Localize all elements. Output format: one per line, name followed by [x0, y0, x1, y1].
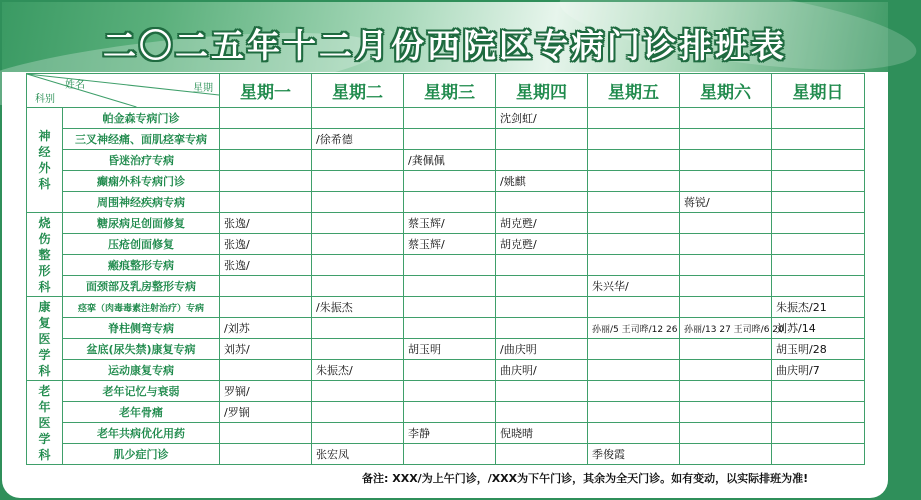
schedule-cell: 李静: [404, 423, 496, 444]
schedule-cell: [680, 402, 772, 423]
clinic-name-cell: 压疮创面修复: [63, 234, 220, 255]
schedule-cell: [220, 150, 312, 171]
schedule-cell: [312, 150, 404, 171]
schedule-cell: 倪晓晴: [496, 423, 588, 444]
schedule-cell: [496, 318, 588, 339]
schedule-cell: 蒋锐/: [680, 192, 772, 213]
department-cell: [27, 213, 63, 297]
schedule-cell: 孙丽/13 27 王司晔/6 20: [680, 318, 772, 339]
schedule-cell: [496, 444, 588, 465]
schedule-cell: [496, 192, 588, 213]
schedule-cell: [404, 171, 496, 192]
schedule-cell: [496, 297, 588, 318]
schedule-table: [26, 73, 865, 465]
schedule-cell: [772, 108, 865, 129]
clinic-name-cell: 三叉神经痛、面肌痉挛专病: [63, 129, 220, 150]
schedule-cell: [588, 213, 680, 234]
schedule-cell: [404, 255, 496, 276]
clinic-name-cell: 运动康复专病: [63, 360, 220, 381]
table-row: [27, 129, 865, 150]
schedule-cell: 张宏凤: [312, 444, 404, 465]
clinic-name-cell: 脊柱侧弯专病: [63, 318, 220, 339]
schedule-cell: [496, 381, 588, 402]
table-row: [27, 108, 865, 129]
clinic-name-cell: 盆底(尿失禁)康复专病: [63, 339, 220, 360]
schedule-cell: [312, 402, 404, 423]
day-header: 星期六: [680, 74, 772, 108]
schedule-cell: [680, 297, 772, 318]
schedule-cell: [312, 318, 404, 339]
schedule-cell: /刘苏: [220, 318, 312, 339]
schedule-cell: 胡玉明/28: [772, 339, 865, 360]
clinic-name-cell: 糖尿病足创面修复: [63, 213, 220, 234]
schedule-cell: [680, 381, 772, 402]
table-row: [27, 423, 865, 444]
clinic-name-cell: 老年记忆与衰弱: [63, 381, 220, 402]
schedule-cell: /曲庆明: [496, 339, 588, 360]
schedule-cell: 朱振杰/21: [772, 297, 865, 318]
schedule-cell: 刘苏/: [220, 339, 312, 360]
day-header: 星期日: [772, 74, 865, 108]
table-row: [27, 192, 865, 213]
clinic-name-cell: 老年共病优化用药: [63, 423, 220, 444]
schedule-cell: [588, 423, 680, 444]
department-label: 老年医学科: [38, 383, 51, 462]
schedule-cell: [772, 444, 865, 465]
schedule-cell: [404, 129, 496, 150]
clinic-name-cell: 周围神经疾病专病: [63, 192, 220, 213]
table-row: [27, 234, 865, 255]
table-row: [27, 339, 865, 360]
schedule-cell: [496, 276, 588, 297]
schedule-cell: [772, 255, 865, 276]
table-row: [27, 276, 865, 297]
schedule-cell: [772, 213, 865, 234]
clinic-name-cell: 痉挛（肉毒毒素注射治疗）专病: [63, 297, 220, 318]
page-title: 二〇二五年十二月份西院区专病门诊排班表: [103, 26, 787, 65]
footnote: 备注: XXX/为上午门诊，/XXX为下午门诊，其余为全天门诊。如有变动，以实际排班为准!: [362, 472, 809, 485]
schedule-cell: [312, 192, 404, 213]
schedule-cell: [404, 297, 496, 318]
schedule-cell: [588, 381, 680, 402]
schedule-cell: [312, 255, 404, 276]
schedule-cell: 罗锎/: [220, 381, 312, 402]
schedule-cell: [588, 171, 680, 192]
schedule-cell: [404, 360, 496, 381]
schedule-cell: [220, 360, 312, 381]
corner-dept-label: 科别: [35, 94, 55, 105]
corner-header: [27, 74, 220, 108]
schedule-cell: 蔡玉辉/: [404, 234, 496, 255]
schedule-cell: [588, 297, 680, 318]
schedule-cell: [772, 381, 865, 402]
day-header: 星期四: [496, 74, 588, 108]
schedule-cell: [772, 276, 865, 297]
department-label: 神经外科: [38, 129, 51, 191]
schedule-cell: 曲庆明/7: [772, 360, 865, 381]
clinic-name-cell: 癫痫外科专病门诊: [63, 171, 220, 192]
clinic-name-cell: 昏迷治疗专病: [63, 150, 220, 171]
schedule-cell: [588, 339, 680, 360]
schedule-cell: 曲庆明/: [496, 360, 588, 381]
day-header: 星期二: [312, 74, 404, 108]
schedule-cell: [588, 255, 680, 276]
day-header: 星期三: [404, 74, 496, 108]
department-cell: [27, 381, 63, 465]
schedule-cell: [404, 276, 496, 297]
schedule-cell: [312, 381, 404, 402]
schedule-cell: [680, 234, 772, 255]
schedule-cell: [680, 423, 772, 444]
schedule-cell: 季俊霞: [588, 444, 680, 465]
schedule-cell: [588, 150, 680, 171]
schedule-cell: [680, 339, 772, 360]
table-row: [27, 402, 865, 423]
clinic-name-cell: 老年骨痛: [63, 402, 220, 423]
schedule-cell: [588, 192, 680, 213]
clinic-name-cell: 帕金森专病门诊: [63, 108, 220, 129]
schedule-cell: [220, 276, 312, 297]
table-row: [27, 150, 865, 171]
schedule-cell: [772, 171, 865, 192]
schedule-cell: [772, 402, 865, 423]
schedule-cell: [404, 192, 496, 213]
schedule-cell: [772, 150, 865, 171]
table-row: [27, 318, 865, 339]
schedule-cell: [772, 234, 865, 255]
schedule-cell: 沈剑虹/: [496, 108, 588, 129]
day-header: 星期五: [588, 74, 680, 108]
schedule-cell: [404, 402, 496, 423]
schedule-board: [2, 2, 888, 498]
schedule-cell: 刘苏/14: [772, 318, 865, 339]
clinic-name-cell: 瘢痕整形专病: [63, 255, 220, 276]
schedule-cell: [588, 129, 680, 150]
schedule-cell: [496, 150, 588, 171]
schedule-cell: [312, 234, 404, 255]
department-label: 康复医学科: [38, 299, 51, 378]
day-header: 星期一: [220, 74, 312, 108]
schedule-cell: [312, 276, 404, 297]
department-cell: [27, 108, 63, 213]
schedule-cell: [680, 444, 772, 465]
schedule-body: [27, 108, 865, 465]
schedule-cell: /罗锎: [220, 402, 312, 423]
schedule-cell: [404, 108, 496, 129]
diagonal-lines: [27, 74, 219, 107]
schedule-cell: 孙丽/5 王司晔/12 26: [588, 318, 680, 339]
schedule-cell: [220, 108, 312, 129]
table-row: [27, 360, 865, 381]
schedule-cell: [312, 171, 404, 192]
table-row: [27, 444, 865, 465]
schedule-cell: 朱振杰/: [312, 360, 404, 381]
schedule-cell: 胡克甦/: [496, 213, 588, 234]
schedule-cell: [772, 192, 865, 213]
schedule-cell: /龚佩佩: [404, 150, 496, 171]
schedule-cell: [588, 108, 680, 129]
schedule-cell: [680, 129, 772, 150]
schedule-cell: [680, 213, 772, 234]
schedule-cell: 胡克甦/: [496, 234, 588, 255]
corner-week-label: 星期: [193, 83, 213, 94]
schedule-cell: [680, 255, 772, 276]
table-row: [27, 171, 865, 192]
schedule-cell: [772, 129, 865, 150]
schedule-cell: [220, 423, 312, 444]
schedule-cell: [220, 444, 312, 465]
schedule-cell: [312, 108, 404, 129]
schedule-cell: 张逸/: [220, 213, 312, 234]
schedule-cell: [680, 276, 772, 297]
schedule-cell: [220, 129, 312, 150]
schedule-cell: [404, 381, 496, 402]
schedule-cell: 胡玉明: [404, 339, 496, 360]
schedule-cell: [588, 360, 680, 381]
schedule-cell: [680, 108, 772, 129]
table-row: [27, 213, 865, 234]
schedule-cell: [312, 339, 404, 360]
clinic-name-cell: 面颈部及乳房整形专病: [63, 276, 220, 297]
schedule-cell: [220, 171, 312, 192]
schedule-cell: 蔡玉辉/: [404, 213, 496, 234]
schedule-cell: [496, 129, 588, 150]
header-banner: [2, 2, 888, 72]
header-row: [27, 74, 865, 108]
schedule-cell: 张逸/: [220, 255, 312, 276]
schedule-cell: [772, 423, 865, 444]
table-row: [27, 297, 865, 318]
schedule-cell: [312, 423, 404, 444]
schedule-cell: 朱兴华/: [588, 276, 680, 297]
schedule-cell: [496, 255, 588, 276]
schedule-cell: /姚麒: [496, 171, 588, 192]
schedule-cell: [588, 234, 680, 255]
schedule-cell: [404, 444, 496, 465]
schedule-cell: /朱振杰: [312, 297, 404, 318]
schedule-cell: [680, 360, 772, 381]
clinic-name-cell: 肌少症门诊: [63, 444, 220, 465]
table-row: [27, 255, 865, 276]
schedule-cell: [680, 171, 772, 192]
schedule-cell: [496, 402, 588, 423]
schedule-cell: [588, 402, 680, 423]
department-cell: [27, 297, 63, 381]
schedule-cell: 张逸/: [220, 234, 312, 255]
table-row: [27, 381, 865, 402]
schedule-cell: [312, 213, 404, 234]
schedule-cell: [220, 297, 312, 318]
corner-name-label: 姓名: [65, 80, 85, 91]
schedule-cell: [220, 192, 312, 213]
schedule-cell: /徐希德: [312, 129, 404, 150]
department-label: 烧伤整形科: [38, 215, 51, 294]
schedule-cell: [680, 150, 772, 171]
schedule-cell: [404, 318, 496, 339]
